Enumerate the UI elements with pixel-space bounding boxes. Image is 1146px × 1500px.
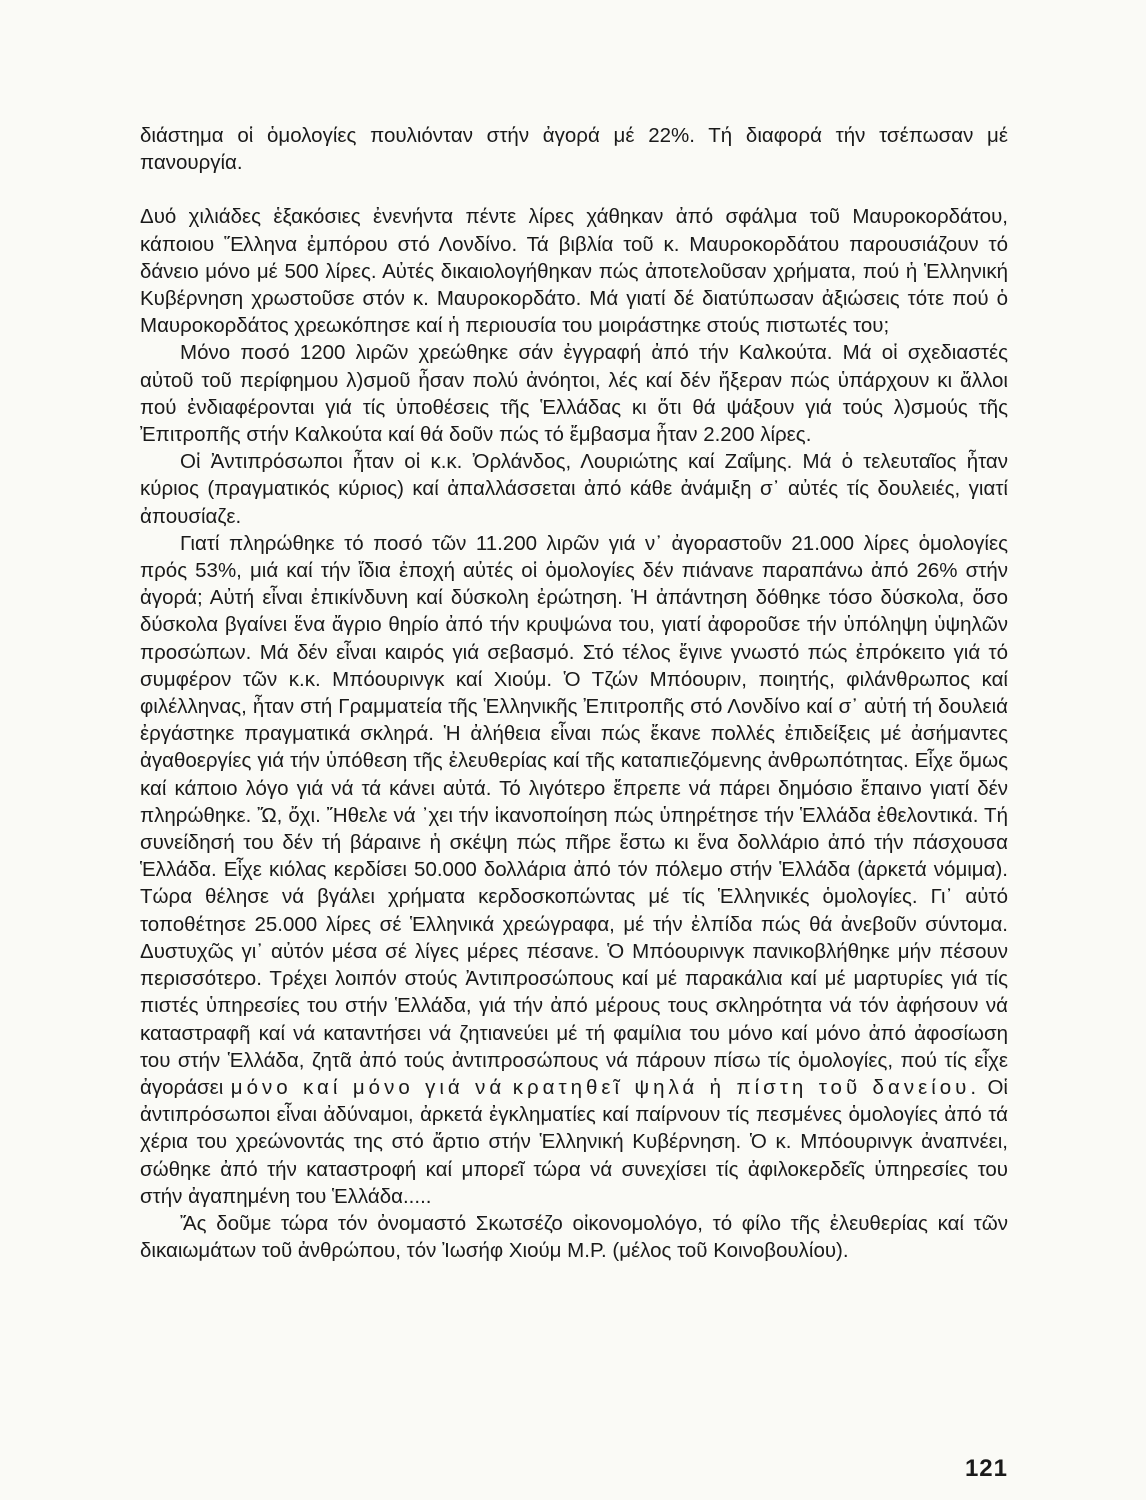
bowring-text-a: Γιατί πληρώθηκε τό ποσό τῶν 11.200 λιρῶν γιά ν᾿ ἀγοραστοῦν 21.000 λίρες ὁμολογίες πρός 53%, μιά καί τήν ἴδια ἐποχή αὐτές οἱ ὁμολογίες δέν πιάνανε παραπάνω ἀπό 26% στήν ἀγορά; Αὐτή εἶναι ἐπικίνδυνη καί δύσκολη ἐρώτηση. Ἡ ἀπάντηση δόθηκε τόσο δύσκολα, ὅσο δύσκολα βγαίνει ἕνα ἄγριο θηρίο ἀπό τήν κρυψώνα του, γιατί ἀφοροῦσε τήν ὑπόληψη ὑψηλῶν προσώπων. Μά δέν εἶναι καιρός γιά σεβασμό. Στό τέλος ἔγινε γνωστό πώς ἐπρόκειτο γιά τό συμφέρον τῶν κ.κ. Μπόουρινγκ καί Χιούμ. Ὁ Τζών Μπόουριν, ποιητής, φιλάνθρωπος καί φιλέλληνας, ἦταν στή Γραμματεία τῆς Ἑλληνικῆς Ἐπιτροπῆς στό Λονδίνο καί σ᾿ αὐτή τή δουλειά ἐργάστηκε πραγματικά σκληρά. Ἡ ἀλήθεια εἶναι πώς ἔκανε πολλές ἐπιδείξεις μέ ἀσήμαντες ἀγαθοεργίες γιά τήν ὑπόθεση τῆς ἐλευθερίας καί τῆς καταπιεζόμενης ἀνθρωπότητας. Εἶχε ὅμως καί κάποιο λόγο γιά νά τά κάνει αὐτά. Τό λιγότερο ἔπρεπε νά πάρει δημόσιο ἔπαινο γιατί δέν πληρώθηκε. Ὤ, ὄχι. Ἤθελε νά ᾿χει τήν ἱκανοποίηση πώς ὑπηρέτησε τήν Ἑλλάδα ἐθελοντικά. Τή συνείδησή του δέν τή βάραινε ἡ σκέψη πώς πῆρε ἔστω κι ἕνα δολλάριο ἀπό τήν πάσχουσα Ἑλλάδα. Εἶχε κιόλας κερδίσει 50.000 δολλάρια ἀπό τόν πόλεμο στήν Ἑλλάδα (ἀρκετά νόμιμα). Τώρα θέλησε νά βγάλει χρήματα κερδοσκοπώντας μέ τίς Ἑλληνικές ὁμολογίες. Γι᾿ αὐτό τοποθέτησε 25.000 λίρες σέ Ἑλληνικά χρεώγραφα, μέ τήν ἐλπίδα πώς θά ἀνεβοῦν σύντομα. Δυστυχῶς γι᾿ αὐτόν μέσα σέ λίγες μέρες πέσανε. Ὁ Μπόουρινγκ πανικοβλήθηκε μήν πέσουν περισσότερο. Τρέχει λοιπόν στούς Ἀντιπροσώπους καί μέ παρακάλια καί μέ μαρτυρίες γιά τίς πιστές ὑπηρεσίες του στήν Ἑλλάδα, γιά τήν ἀπό μέρους τους σκληρότητα νά τόν ἀφήσουν νά καταστραφῆ καί νά καταντήσει νά ζητιανεύει μέ τή φαμίλια του μόνο καί μόνο ἀπό ἀφοσίωση του στήν Ἑλλάδα, ζητᾶ ἀπό τούς ἀντιπροσώπους νά πάρουν πίσω τίς ὁμολογίες, πού τίς εἶχε ἀγοράσει [140, 531, 1008, 1099]
bowring-text-b: κρατηθεῖ ψηλά ἡ πίστη τοῦ δανείου. [512, 1075, 981, 1099]
paragraph-mavrokordatos: Δυό χιλιάδες ἑξακόσιες ἐνενήντα πέντε λίρες χάθηκαν ἀπό σφάλμα τοῦ Μαυροκορδάτου, κάποιου Ἕλληνα ἐμπόρου στό Λονδίνο. Τά βιβλία τοῦ κ. Μαυροκορδάτου παρουσιάζουν τό δάνειο μόνο μέ 500 λίρες. Αὐτές δικαιολογήθηκαν πώς ἀποτελοῦσαν χρήματα, πού ἡ Ἑλληνική Κυβέρνηση χρωστοῦσε στόν κ. Μαυροκορδάτο. Μά γιατί δέ διατύπωσαν ἀξιώσεις τότε πού ὁ Μαυροκορδάτος χρεωκόπησε καί ἡ περιουσία του μοιράστηκε στούς πιστωτές του; [140, 205, 1008, 338]
page-number: 121 [964, 1455, 1008, 1482]
paragraph-hume: Ἄς δοῦμε τώρα τόν ὀνομαστό Σκωτσέζο οἰκονομολόγο, τό φίλο τῆς ἐλευθερίας καί τῶν δικαιωμάτων τοῦ ἀνθρώπου, τόν Ἰωσήφ Χιούμ Μ.Ρ. (μέλος τοῦ Κοινοβουλίου). [140, 1211, 1008, 1263]
paragraph-calcutta: Μόνο ποσό 1200 λιρῶν χρεώθηκε σάν ἐγγραφή ἀπό τήν Καλκούτα. Μά οἱ σχεδιαστές αὐτοῦ τοῦ περίφημου λ)σμοῦ ἦσαν πολύ ἀνόητοι, λές καί δέν ἤξεραν πώς ὑπάρχουν κι ἄλλοι πού ἐνδιαφέρονται γιά τίς ὑποθέσεις τῆς Ἑλλάδας κι ὅτι θά ψάξουν γιά τούς λ)σμούς τῆς Ἐπιτροπῆς στήν Καλκούτα καί θά δοῦν πώς τό ἔμβασμα ἦταν 2.200 λίρες. [140, 341, 1008, 447]
paragraph-representatives: Οἱ Ἀντιπρόσωποι ἦταν οἱ κ.κ. Ὀρλάνδος, Λουριώτης καί Ζαΐμης. Μά ὁ τελευταῖος ἦταν κύριος (πραγματικός κύριος) καί ἀπαλλάσσεται ἀπό κάθε ἀνάμιξη σ᾿ αὐτές τίς δουλειές, γιατί ἀπουσίαζε. [140, 450, 1008, 528]
paragraph-gap [140, 176, 1008, 203]
body-text [140, 122, 1008, 1264]
bowring-text-c: Οἱ ἀντιπρόσωποι εἶναι ἀδύναμοι, ἀρκετά ἐγκληματίες καί παίρνουν τίς πεσμένες ὁμολογίες ἀπό τά χέρια του χρεώνοντάς της στό ἄρτιο στήν Ἑλληνική Κυβέρνηση. Ὁ κ. Μπόουρινγκ ἀναπνέει, σώθηκε ἀπό τήν καταστροφή καί μπορεῖ τώρα νά συνεχίσει τίς ἀφιλοκερδεῖς ὑπηρεσίες του στήν ἀγαπημένη του Ἑλλάδα..... [140, 1075, 1008, 1208]
paragraph-bowring [140, 530, 1008, 1210]
emphasis-spaced: μόνο καί μόνο γιά νά [230, 1075, 506, 1099]
paragraph-continued: διάστημα οἱ ὁμολογίες πουλιόνταν στήν ἀγορά μέ 22%. Τή διαφορά τήν τσέπωσαν μέ πανουργία. [140, 124, 1008, 175]
